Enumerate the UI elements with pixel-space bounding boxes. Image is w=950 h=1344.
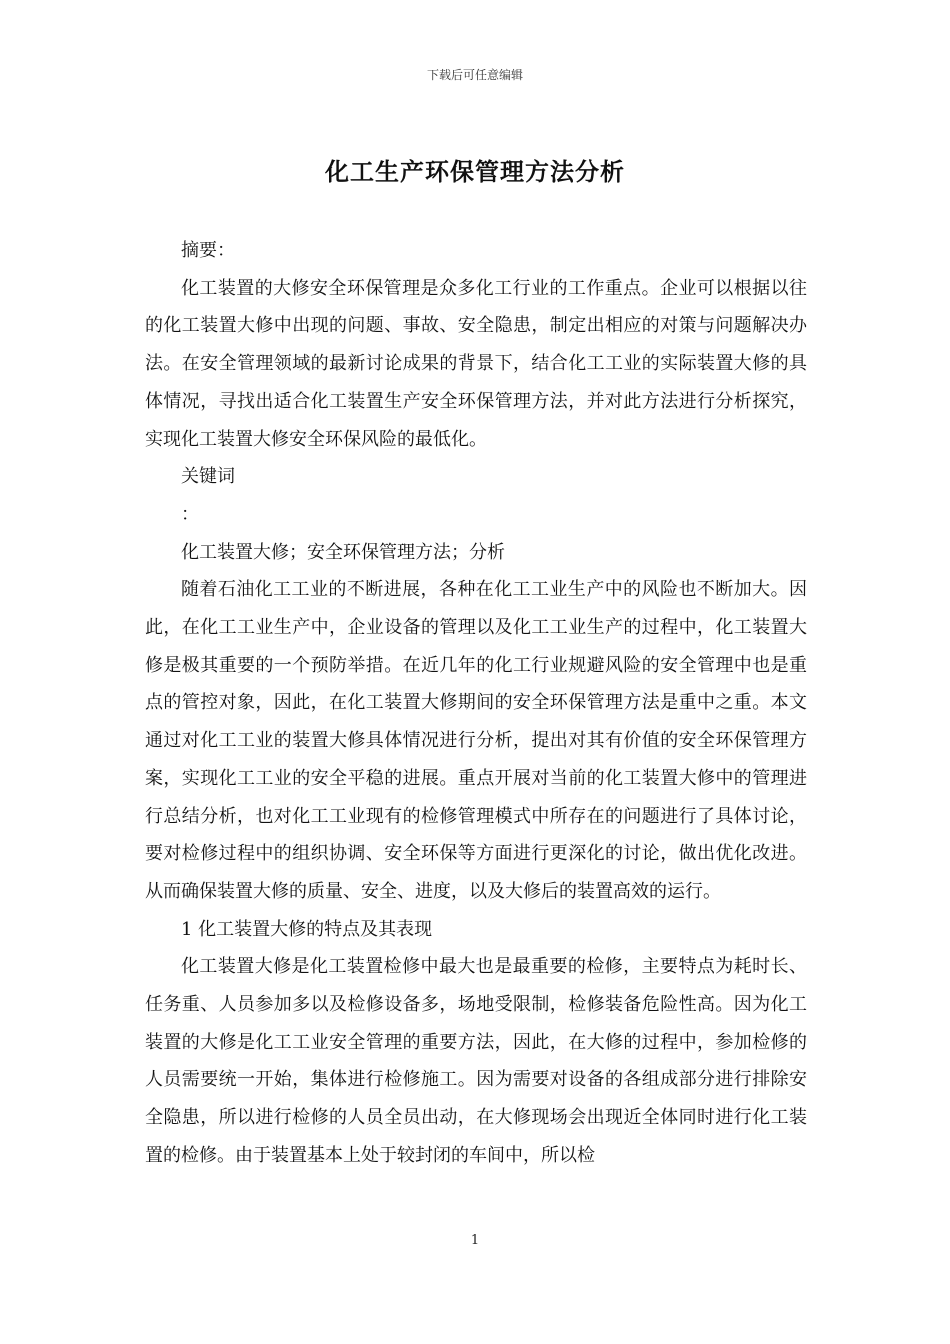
keywords-text: 化工装置大修；安全环保管理方法；分析 — [181, 541, 505, 563]
document-title: 化工生产环保管理方法分析 — [325, 157, 625, 186]
header-note: 下载后可任意编辑 — [426, 68, 523, 82]
section-1-heading: 1 化工装置大修的特点及其表现 — [181, 918, 433, 940]
abstract-label: 摘要： — [181, 240, 235, 261]
document-body — [145, 232, 807, 1175]
keywords-label: 关键词 — [181, 466, 235, 488]
section-1-paragraph: 化工装置大修是化工装置检修中最大也是最重要的检修，主要特点为耗时长、任务重、人员参加多以及检修设备多，场地受限制，检修装备危险性高。因为化工装置的大修是化工工业安全管理的重要方法，因此，在大修的过程中，参加检修的人员需要统一开始，集体进行检修施工。因为需要对设备的各组成部分进行排除安全隐患，所以进行检修的人员全员出动，在大修现场会出现近全体同时进行化工装置的检修。由于装置基本上处于较封闭的车间中，所以检 — [145, 956, 807, 1166]
intro-paragraph: 随着石油化工工业的不断进展，各种在化工工业生产中的风险也不断加大。因此，在化工工业生产中，企业设备的管理以及化工工业生产的过程中，化工装置大修是极其重要的一个预防举措。在近几年的化工行业规避风险的安全管理中也是重点的管控对象，因此，在化工装置大修期间的安全环保管理方法是重中之重。本文通过对化工工业的装置大修具体情况进行分析，提出对其有价值的安全环保管理方案，实现化工工业的安全平稳的进展。重点开展对当前的化工装置大修中的管理进行总结分析，也对化工工业现有的检修管理模式中所存在的问题进行了具体讨论，要对检修过程中的组织协调、安全环保等方面进行更深化的讨论，做出优化改进。从而确保装置大修的质量、安全、进度，以及大修后的装置高效的运行。 — [145, 579, 807, 902]
page-number: 1 — [470, 1233, 480, 1248]
abstract-paragraph: 化工装置的大修安全环保管理是众多化工行业的工作重点。企业可以根据以往的化工装置大修中出现的问题、事故、安全隐患，制定出相应的对策与问题解决办法。在安全管理领域的最新讨论成果的背景下，结合化工工业的实际装置大修的具体情况，寻找出适合化工装置生产安全环保管理方法，并对此方法进行分析探究，实现化工装置大修安全环保风险的最低化。 — [145, 277, 807, 450]
keywords-colon: ： — [181, 503, 199, 525]
